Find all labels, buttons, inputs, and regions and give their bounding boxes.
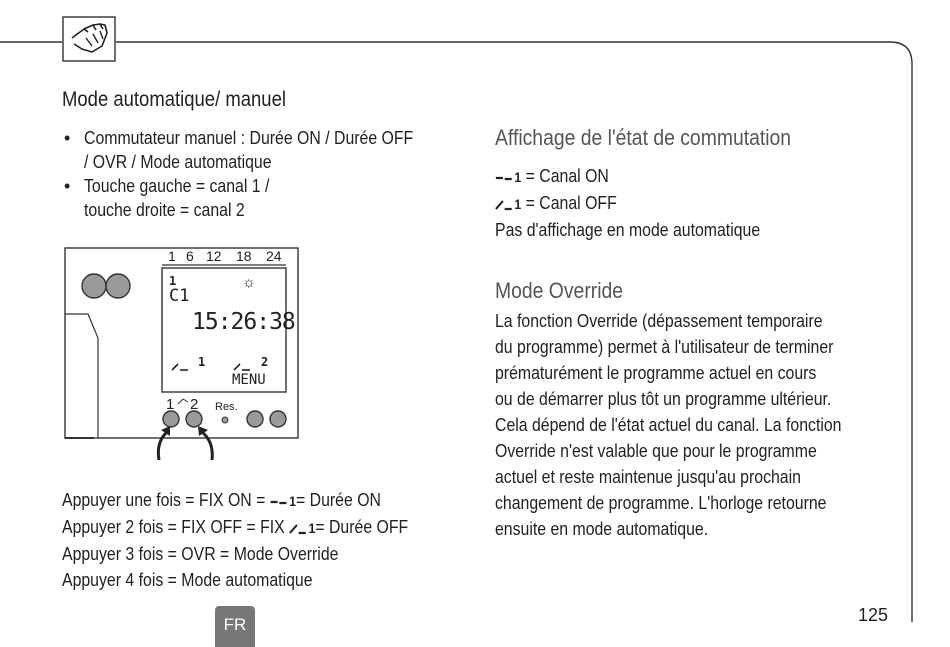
- paragraph-line: du programme) permet à l'utilisateur de terminer: [495, 337, 834, 357]
- paragraph-line: prématurément le programme actuel en cours: [495, 363, 817, 383]
- channel-off-icon: [289, 521, 308, 535]
- state-item-off: 1 = Canal OFF: [495, 190, 796, 217]
- section-title-override: Mode Override: [495, 278, 624, 303]
- lcd-menu: MENU: [232, 372, 266, 388]
- paragraph-line: ensuite en mode automatique.: [495, 519, 709, 539]
- lcd-channel-1: 1: [198, 355, 206, 369]
- state-list: [495, 163, 796, 243]
- hour-scale: [168, 248, 290, 266]
- press-line: Appuyer 4 fois = Mode automatique: [62, 570, 313, 590]
- paragraph-line: Override n'est valable que pour le programme: [495, 441, 817, 461]
- channel-on-icon: [495, 171, 514, 183]
- reset-label: Res.: [215, 401, 238, 413]
- bullet-item: • Touche gauche = canal 1 / touche droite = canal 2: [64, 176, 270, 220]
- scale-label: 1: [168, 248, 176, 264]
- bullet-item: • Commutateur manuel : Durée ON / Durée OFF / OVR / Mode automatique: [64, 128, 414, 172]
- channel-off-icon: [495, 197, 514, 211]
- manual-hand-icon: [62, 16, 116, 62]
- button-label-1: 1: [166, 396, 175, 413]
- button-label-2: 2: [190, 396, 199, 413]
- section-title-auto-manual: Mode automatique/ manuel: [62, 88, 286, 111]
- press-line: Appuyer 3 fois = OVR = Mode Override: [62, 544, 339, 564]
- press-line: Appuyer 2 fois = FIX OFF = FIX 1= Durée OFF: [62, 517, 409, 537]
- scale-label: 24: [266, 248, 282, 264]
- paragraph-line: changement de programme. L'horloge retourne: [495, 493, 827, 513]
- lcd-program: C1: [169, 286, 190, 306]
- press-instructions: [62, 487, 455, 593]
- lcd-time: 15:26:38: [192, 309, 295, 335]
- sun-icon: ☼: [242, 274, 256, 291]
- paragraph-line: ou de démarrer plus tôt un programme ultérieur.: [495, 389, 832, 409]
- paragraph-line: actuel et reste maintenue jusqu'au prochain: [495, 467, 801, 487]
- lcd-channel-mark: 1: [169, 274, 177, 288]
- scale-label: 12: [206, 248, 222, 264]
- state-item-on: 1 = Canal ON: [495, 163, 796, 190]
- scale-label: 6: [186, 248, 194, 264]
- language-tab: FR: [215, 606, 255, 647]
- bullet-list: [62, 126, 482, 222]
- no-display-note: Pas d'affichage en mode automatique: [495, 220, 761, 240]
- lcd-channel-2: 2: [261, 355, 269, 369]
- paragraph-line: Cela dépend de l'état actuel du canal. La fonction: [495, 415, 842, 435]
- timer-device-illustration: [64, 246, 300, 460]
- paragraph-line: La fonction Override (dépassement temporaire: [495, 311, 823, 331]
- channel-on-icon: [270, 495, 289, 507]
- section-title-switching-state: Affichage de l'état de commutation: [495, 125, 792, 150]
- override-paragraph: [495, 308, 915, 542]
- scale-label: 18: [236, 248, 252, 264]
- page-number: 125: [858, 605, 889, 625]
- press-line: Appuyer une fois = FIX ON = 1= Durée ON: [62, 490, 381, 510]
